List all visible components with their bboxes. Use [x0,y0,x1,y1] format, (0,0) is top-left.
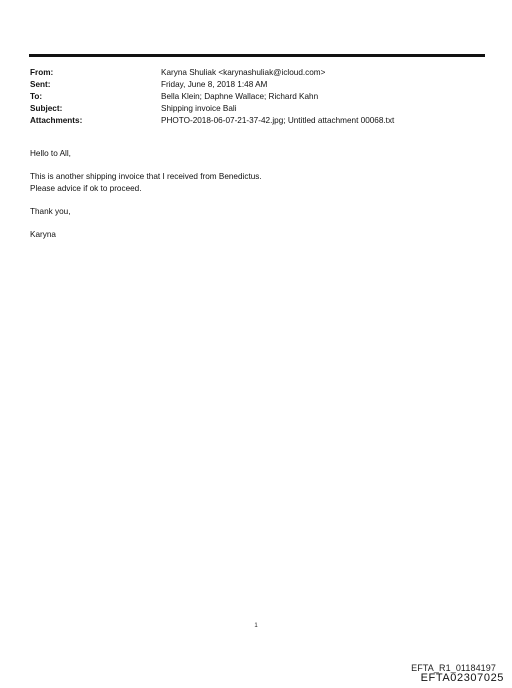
bates-stamp-1: EFTA_R1_01184197 [411,663,496,673]
email-body [30,148,470,252]
header-subject [30,103,490,115]
message-line-1: This is another shipping invoice that I received from Benedictus. [30,172,262,181]
email-headers [30,67,490,127]
from-value: Karyna Shuliak <karynashuliak@icloud.com> [161,68,326,77]
header-to [30,91,490,103]
header-rule [29,54,485,57]
greeting: Hello to All, [30,149,71,158]
attachments-label: Attachments: [30,116,83,125]
subject-label: Subject: [30,104,63,113]
subject-value: Shipping invoice Bali [161,104,237,113]
message-paragraph [30,171,470,195]
header-from [30,67,490,79]
message-line-2: Please advice if ok to proceed. [30,184,142,193]
from-label: From: [30,68,54,77]
bates-stamp-2: EFTA02307025 [420,672,504,684]
page-number: 1 [254,623,258,629]
sent-value: Friday, June 8, 2018 1:48 AM [161,80,268,89]
attachments-value: PHOTO-2018-06-07-21-37-42.jpg; Untitled attachment 00068.txt [161,116,395,125]
signature: Karyna [30,230,56,239]
closing: Thank you, [30,207,71,216]
header-sent [30,79,490,91]
header-attachments [30,115,490,127]
to-value: Bella Klein; Daphne Wallace; Richard Kahn [161,92,319,101]
to-label: To: [30,92,43,101]
sent-label: Sent: [30,80,51,89]
